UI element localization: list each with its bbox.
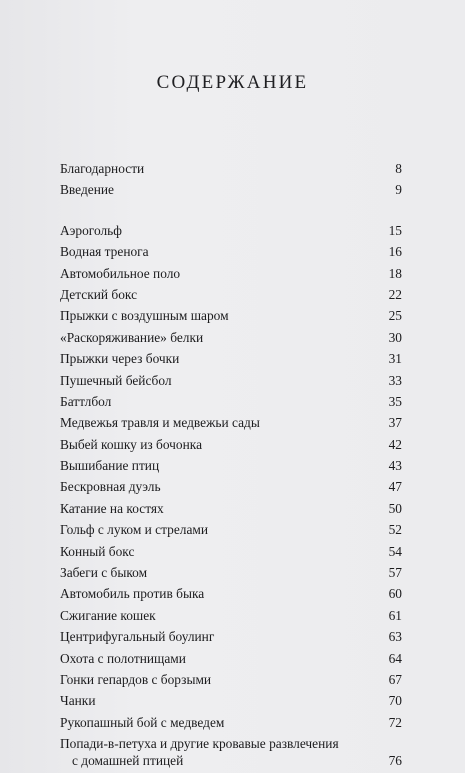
toc-entry (60, 348, 402, 369)
toc-entry-page: 72 (388, 714, 402, 730)
toc-entry (60, 648, 402, 669)
toc-entry-page: 30 (388, 329, 402, 345)
toc-entry-page: 31 (388, 351, 402, 367)
toc-entry-label: Выбей кошку из бочонка (60, 436, 203, 452)
toc-entry-page: 64 (388, 650, 402, 666)
toc-entry-label: Центрифугальный боулинг (60, 629, 215, 645)
toc-entry-page: 9 (395, 182, 402, 198)
toc-entry (60, 284, 402, 305)
toc-entry-label: Автомобильное поло (60, 265, 181, 281)
toc-entry (60, 605, 402, 626)
chapter-list (60, 220, 402, 733)
toc-entry-page: 25 (388, 308, 402, 324)
toc-entry-page: 47 (388, 479, 402, 495)
toc-entry-label: Прыжки через бочки (60, 351, 180, 367)
toc-entry-page: 50 (388, 500, 402, 516)
toc-entry-page: 57 (388, 565, 402, 581)
toc-entry-page: 15 (388, 222, 402, 238)
toc-entry-page: 35 (388, 393, 402, 409)
toc-entry-label: Гольф с луком и стрелами (60, 522, 209, 538)
toc-entry-page: 37 (388, 415, 402, 431)
toc-entry (60, 305, 402, 326)
toc-entry (60, 327, 402, 348)
toc-entry-label: Забеги с быком (60, 565, 148, 581)
toc-entry (60, 412, 402, 433)
table-of-contents (60, 158, 402, 769)
toc-entry-label: «Раскоряживание» белки (60, 329, 204, 345)
toc-entry-page: 76 (388, 753, 402, 769)
toc-entry (60, 455, 402, 476)
toc-entry-page: 42 (388, 436, 402, 452)
toc-entry-page: 70 (388, 693, 402, 709)
toc-entry-label: Благодарности (60, 161, 145, 176)
toc-entry-page: 33 (388, 372, 402, 388)
toc-entry-label: Прыжки с воздушным шаром (60, 308, 229, 324)
toc-entry (60, 519, 402, 540)
toc-entry (60, 263, 402, 284)
front-matter-list (60, 158, 402, 201)
toc-entry (60, 669, 402, 690)
toc-entry-label: Пушечный бейсбол (60, 372, 172, 388)
toc-entry-label: Введение (60, 182, 114, 198)
toc-entry-page: 63 (388, 629, 402, 645)
toc-entry (60, 712, 402, 733)
toc-entry-label: Вышибание птиц (60, 458, 160, 474)
toc-entry-label: Сжигание кошек (60, 607, 156, 623)
toc-entry-page: 60 (388, 586, 402, 602)
toc-entry-label: Аэрогольф (60, 222, 122, 238)
toc-entry (60, 391, 402, 412)
toc-entry (60, 498, 402, 519)
toc-entry-label: Гонки гепардов с борзыми (60, 671, 212, 687)
toc-entry-label: Бескровная дуэль (60, 479, 161, 495)
toc-entry (60, 179, 402, 200)
toc-entry-page: 67 (388, 671, 402, 687)
toc-entry (60, 241, 402, 262)
toc-entry-label: Рукопашный бой с медведем (60, 714, 225, 730)
page-title: СОДЕРЖАНИЕ (156, 72, 309, 93)
toc-entry-page: 18 (388, 265, 402, 281)
toc-entry-page: 61 (388, 607, 402, 623)
toc-entry-page: 16 (388, 244, 402, 260)
toc-entry (60, 158, 402, 179)
toc-entry-page: 43 (388, 458, 402, 474)
toc-entry-page: 22 (388, 286, 402, 302)
toc-entry-label-line1: Попади-в-петуха и другие кровавые развлечения (60, 736, 339, 752)
toc-entry-label: Чанки (60, 693, 96, 709)
toc-entry (60, 220, 402, 241)
toc-entry (60, 562, 402, 583)
toc-entry-label-line2: с домашней птицей (72, 753, 184, 769)
toc-entry-label: Баттлбол (60, 393, 112, 409)
toc-entry-label: Катание на костях (60, 500, 164, 516)
toc-entry-page: 8 (395, 161, 402, 176)
toc-entry (60, 370, 402, 391)
section-gap (60, 201, 402, 220)
toc-entry-label: Водная тренога (60, 244, 149, 260)
toc-entry-label: Детский бокс (60, 286, 138, 302)
toc-entry (60, 583, 402, 604)
toc-entry-label: Автомобиль против быка (60, 586, 205, 602)
toc-entry-last (60, 733, 402, 769)
toc-entry (60, 434, 402, 455)
toc-entry-page: 52 (388, 522, 402, 538)
toc-entry-line2-row (60, 752, 402, 769)
toc-entry (60, 541, 402, 562)
toc-entry (60, 690, 402, 711)
toc-entry-page: 54 (388, 543, 402, 559)
toc-entry (60, 476, 402, 497)
toc-entry-label: Конный бокс (60, 543, 135, 559)
toc-entry-label: Охота с полотнищами (60, 650, 186, 666)
toc-entry (60, 626, 402, 647)
toc-entry-label: Медвежья травля и медвежьи сады (60, 415, 260, 431)
